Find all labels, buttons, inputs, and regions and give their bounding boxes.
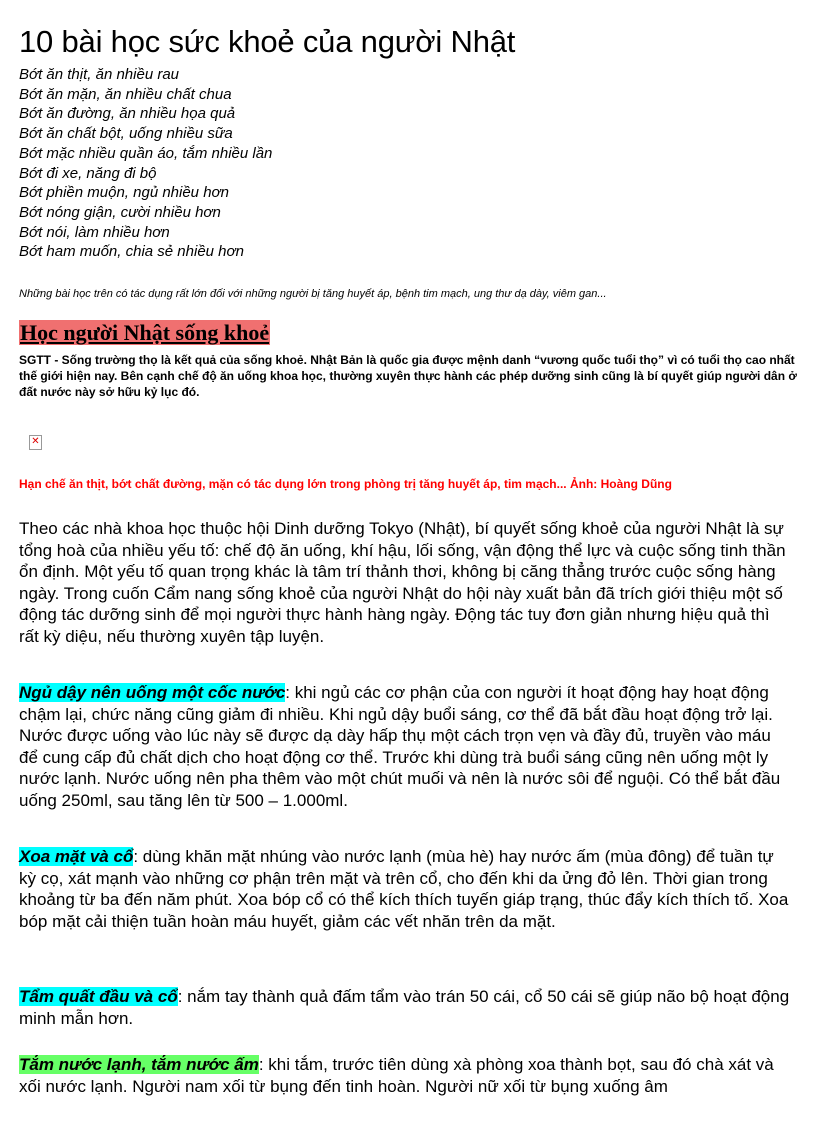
page-title: 10 bài học sức khoẻ của người Nhật xyxy=(19,24,516,59)
lesson-item: Bớt nói, làm nhiều hơn xyxy=(19,223,170,241)
lesson-item: Bớt mặc nhiều quần áo, tắm nhiều lần xyxy=(19,144,273,162)
paragraph-intro: Theo các nhà khoa học thuộc hội Dinh dưỡng Tokyo (Nhật), bí quyết sống khoẻ của người Nhật là sự tổng hoà của nhiều yếu tố: chế độ ăn uống, khí hậu, lối sống, vận động thể lực và cuộc sống tinh thần ổn định. Một yếu tố quan trọng khác là tâm trí thảnh thơi, không bị căng thẳng trước cuộc sống hàng ngày. Trong cuốn Cẩm nang sống khoẻ của người Nhật do hội này xuất bản đã trích giới thiệu một số động tác dưỡng sinh để mọi người thực hành hàng ngày. Động tác tuy đơn giản nhưng hiệu quả thì rất kỳ diệu, nếu thường xuyên tập luyện. xyxy=(19,519,786,646)
tip-heading: Xoa mặt và cổ xyxy=(19,847,134,866)
tip-text: : khi tắm, trước tiên dùng xà phòng xoa thành bọt, sau đó chà xát và xối nước lạnh. Người nam xối từ bụng đến tinh hoàn. Người nữ xối từ bụng xuống âm xyxy=(19,1055,774,1096)
section-title: Học người Nhật sống khoẻ xyxy=(20,320,270,345)
tip-heading: Tắm nước lạnh, tắm nước ấm xyxy=(19,1055,259,1074)
lesson-item: Bớt nóng giận, cười nhiều hơn xyxy=(19,203,221,221)
lesson-item: Bớt phiền muộn, ngủ nhiều hơn xyxy=(19,184,229,202)
lessons-list xyxy=(19,65,272,262)
lesson-item: Bớt ăn chất bột, uống nhiều sữa xyxy=(19,125,233,143)
tip-paragraph xyxy=(19,846,794,932)
tip-paragraph xyxy=(19,682,794,811)
lesson-item: Bớt ăn mặn, ăn nhiều chất chua xyxy=(19,85,232,103)
lesson-item: Bớt ăn thịt, ăn nhiều rau xyxy=(19,66,180,83)
tip-paragraph xyxy=(19,986,794,1029)
tip-text: : nắm tay thành quả đấm tẩm vào trán 50 cái, cổ 50 cái sẽ giúp não bộ hoạt động minh mẫn hơn. xyxy=(19,987,790,1028)
lesson-item: Bớt ham muốn, chia sẻ nhiều hơn xyxy=(19,243,244,261)
tip-text: : dùng khăn mặt nhúng vào nước lạnh (mùa hè) hay nước ấm (mùa đông) để tuần tự kỳ cọ, xát mạnh vào những cơ phận trên mặt và trên cổ, cho đến khi da ửng đỏ lên. Thời gian trong khoảng từ ba đến năm phút. Xoa bóp cổ có thể kích thích tuyến giáp trạng, thúc đẩy kích thích tố. Xoa bóp mặt cải thiện tuần hoàn máu huyết, giảm các vết nhăn trên da mặt. xyxy=(19,847,789,931)
article-intro: SGTT - Sống trường thọ là kết quả của sống khoẻ. Nhật Bản là quốc gia được mệnh danh “vương quốc tuổi thọ” vì có tuổi thọ cao nhất thế giới hiện nay. Bên cạnh chế độ ăn uống khoa học, thường xuyên thực hành các phép dưỡng sinh cũng là bí quyết giúp người dân ở đất nước này sở hữu kỷ lục đó. xyxy=(19,353,797,399)
tip-text: : khi ngủ các cơ phận của con người ít hoạt động hay hoạt động chậm lại, chức năng cũng giảm đi nhiều. Khi ngủ dậy buổi sáng, cơ thể đã bắt đầu hoạt động trở lại. Nước được uống vào lúc này sẽ được dạ dày hấp thụ một cách trọn vẹn và đầy đủ, truyền vào máu để cung cấp đủ chất dịch cho hoạt động cơ thể. Trước khi dùng trà buổi sáng cũng nên uống một ly nước lạnh. Nước uống nên pha thêm vào một chút muối và nên là nước sôi để nguội. Có thể bắt đầu uống 250ml, sau tăng lên từ 500 – 1.000ml. xyxy=(19,683,781,810)
lesson-item: Bớt đi xe, năng đi bộ xyxy=(19,164,157,182)
tip-heading: Tẩm quất đầu và cổ xyxy=(19,987,178,1006)
tip-heading: Ngủ dậy nên uống một cốc nước xyxy=(19,683,286,702)
section-heading-wrap xyxy=(19,320,270,346)
image-caption: Hạn chế ăn thịt, bớt chất đường, mặn có tác dụng lớn trong phòng trị tăng huyết áp, tim mạch... Ảnh: Hoàng Dũng xyxy=(19,477,672,491)
lesson-item: Bớt ăn đường, ăn nhiều họa quả xyxy=(19,105,236,123)
tip-paragraph xyxy=(19,1054,794,1097)
lessons-note: Những bài học trên có tác dụng rất lớn đối với những người bị tăng huyết áp, bệnh tim mạch, ung thư dạ dày, viêm gan... xyxy=(19,288,607,300)
broken-image-icon: ✕ xyxy=(29,435,42,450)
